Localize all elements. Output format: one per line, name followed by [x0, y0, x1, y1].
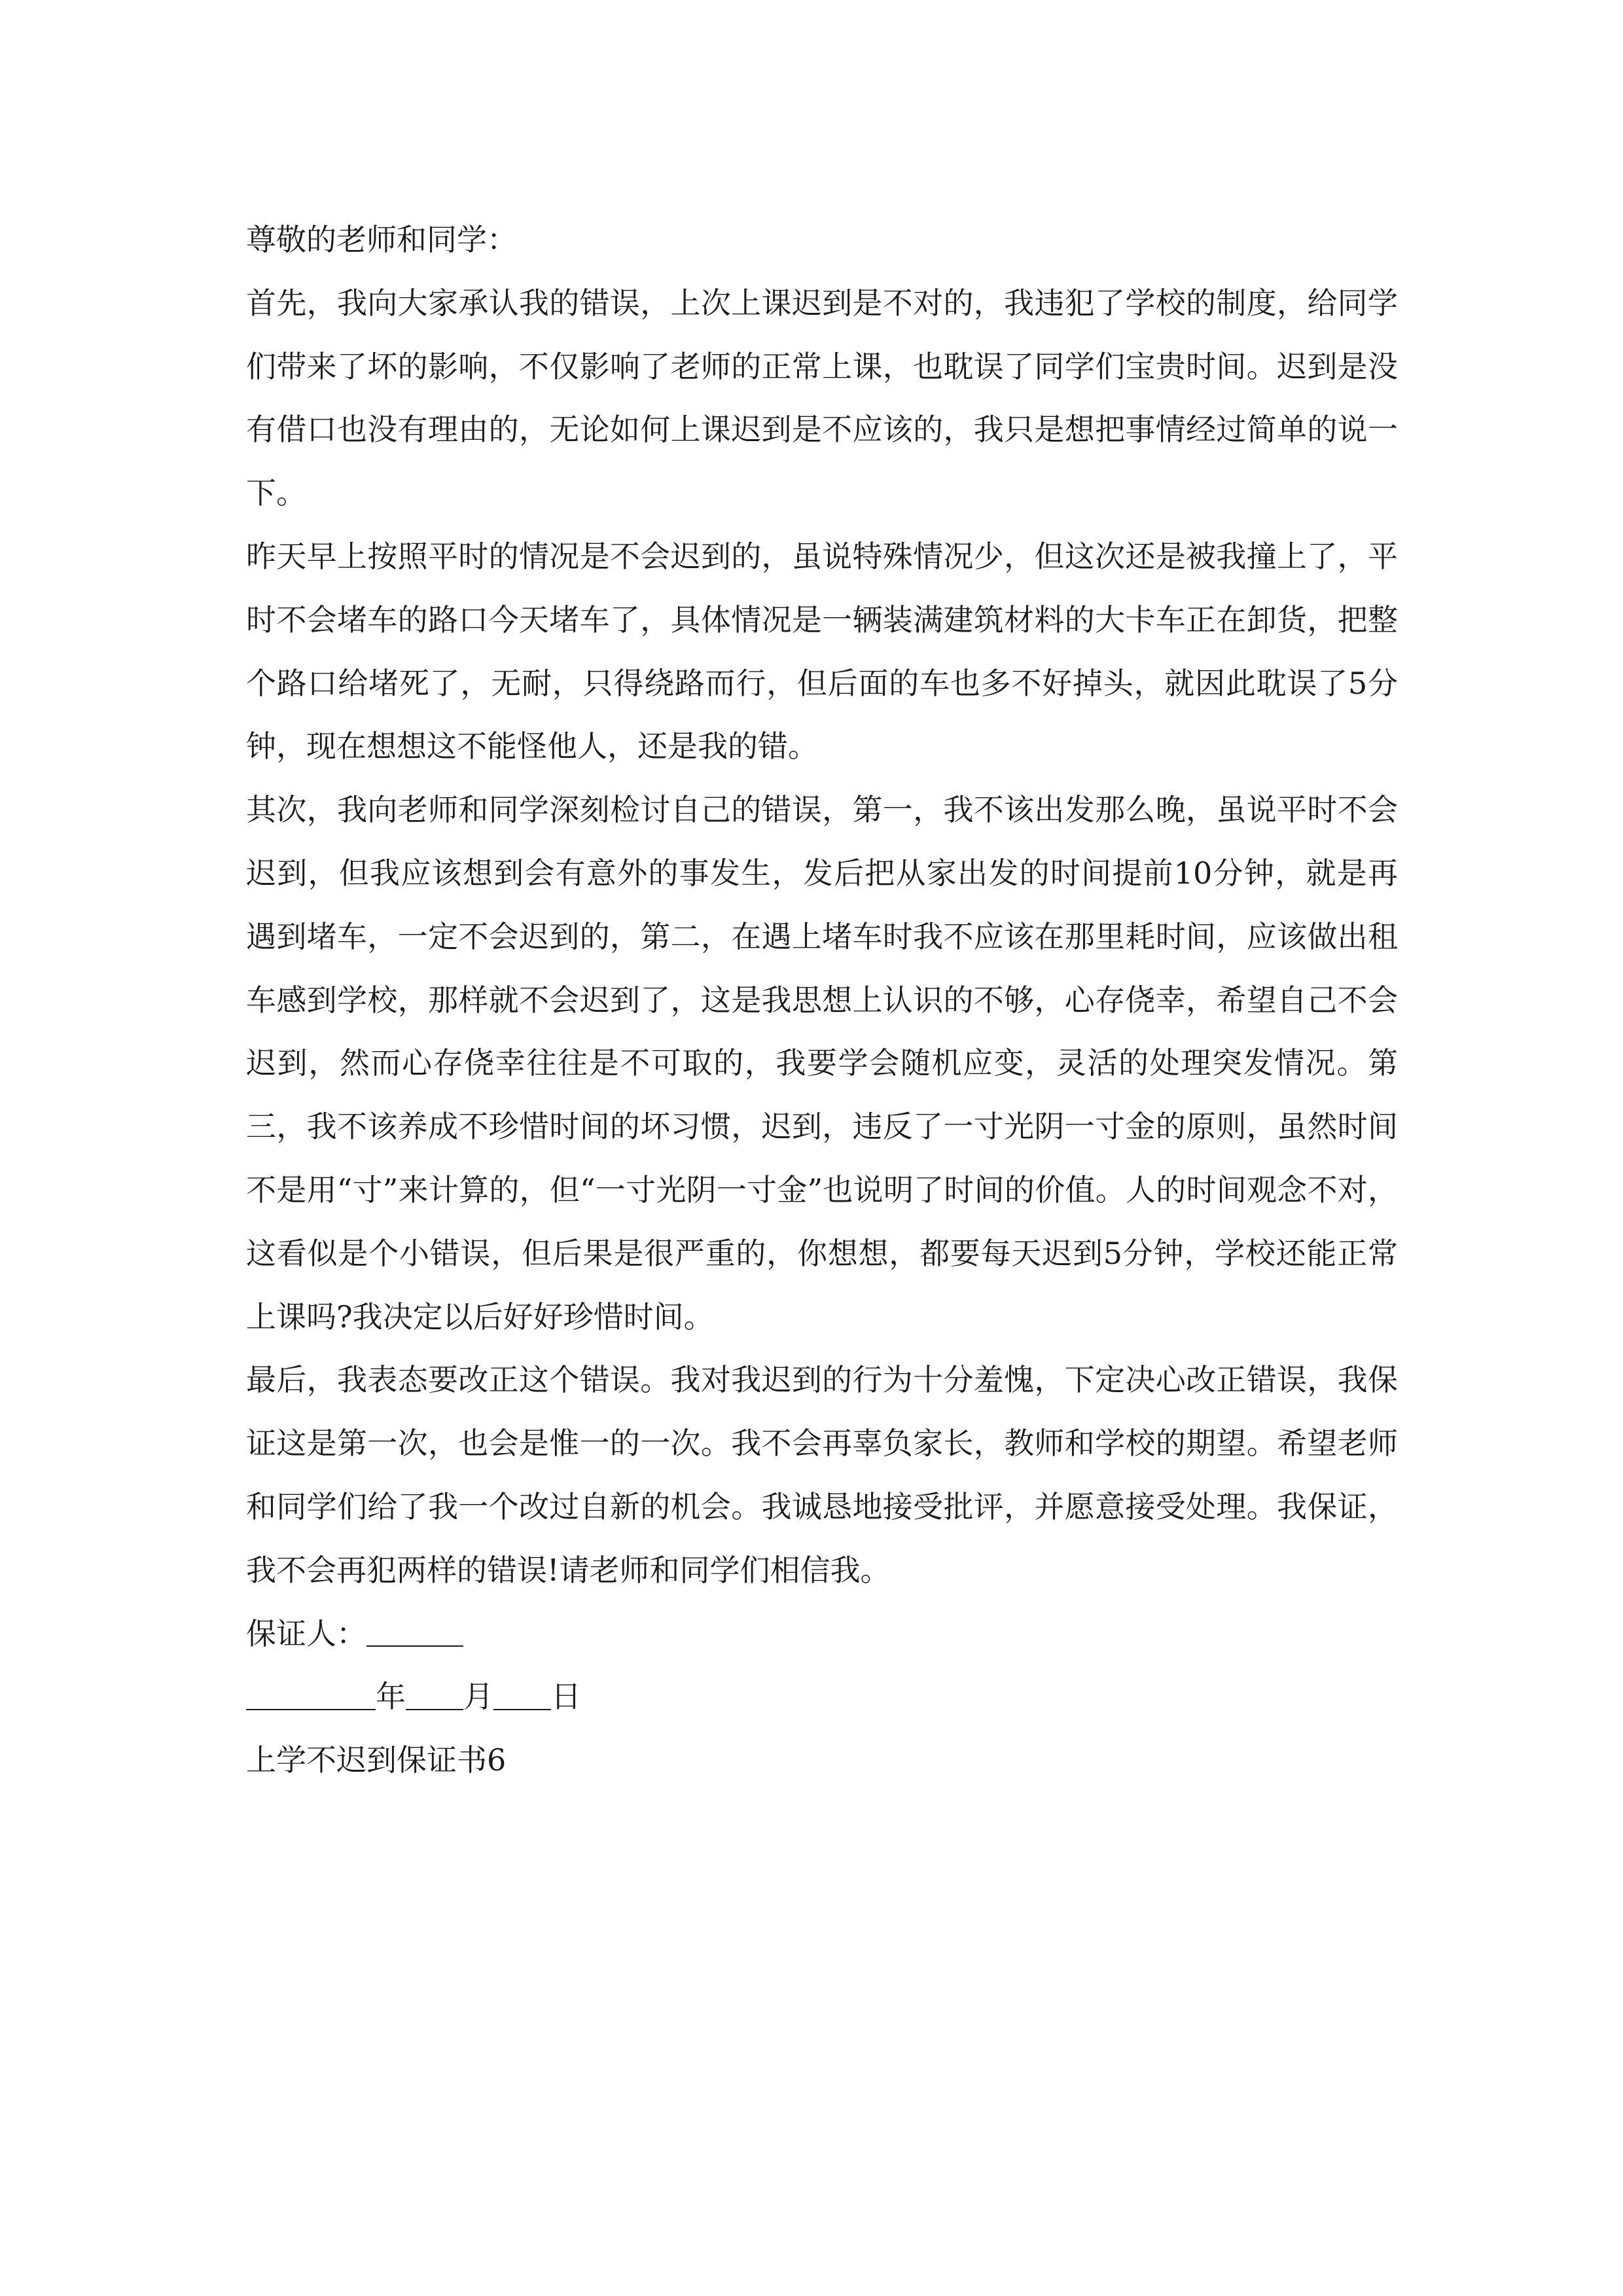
signature-blank: [366, 1615, 463, 1647]
year-label: 年: [376, 1679, 406, 1715]
signature-line: [246, 1602, 1398, 1666]
paragraph-apology: 首先，我向大家承认我的错误，上次上课迟到是不对的，我违犯了学校的制度，给同学们带来了坏的影响，不仅影响了老师的正常上课，也耽误了同学们宝贵时间。迟到是没有借口也没有理由的，无论如何上课迟到是不应该的，我只是想把事情经过简单的说一下。: [246, 285, 1398, 511]
document-body: [246, 208, 1398, 1792]
day-label: 日: [551, 1679, 581, 1715]
next-section-heading: 上学不迟到保证书6: [246, 1742, 507, 1778]
signature-label: 保证人：: [246, 1615, 366, 1651]
paragraph-commitment: 最后，我表态要改正这个错误。我对我迟到的行为十分羞愧，下定决心改正错误，我保证这是第一次，也会是惟一的一次。我不会再辜负家长，教师和学校的期望。希望老师和同学们给了我一个改过自新的机会。我诚恳地接受批评，并愿意接受处理。我保证，我不会再犯两样的错误!请老师和同学们相信我。: [246, 1362, 1398, 1588]
month-blank: [406, 1679, 463, 1710]
year-blank: [246, 1679, 376, 1710]
day-blank: [493, 1679, 551, 1710]
paragraph-explanation: 昨天早上按照平时的情况是不会迟到的，虽说特殊情况少，但这次还是被我撞上了，平时不会堵车的路口今天堵车了，具体情况是一辆装满建筑材料的大卡车正在卸货，把整个路口给堵死了，无耐，只得绕路而行，但后面的车也多不好掉头，就因此耽误了5分钟，现在想想这不能怪他人，还是我的错。: [246, 538, 1398, 764]
date-line: [246, 1665, 1398, 1729]
salutation: 尊敬的老师和同学：: [246, 222, 517, 257]
month-label: 月: [463, 1679, 493, 1715]
paragraph-reflection: 其次，我向老师和同学深刻检讨自己的错误，第一，我不该出发那么晚，虽说平时不会迟到，但我应该想到会有意外的事发生，发后把从家出发的时间提前10分钟，就是再遇到堵车，一定不会迟到的，第二，在遇上堵车时我不应该在那里耗时间，应该做出租车感到学校，那样就不会迟到了，这是我思想上认识的不够，心存侥幸，希望自己不会迟到，然而心存侥幸往往是不可取的，我要学会随机应变，灵活的处理突发情况。第三，我不该养成不珍惜时间的坏习惯，迟到，违反了一寸光阴一寸金的原则，虽然时间不是用“寸”来计算的，但“一寸光阴一寸金”也说明了时间的价值。人的时间观念不对，这看似是个小错误，但后果是很严重的，你想想，都要每天迟到5分钟，学校还能正常上课吗?我决定以后好好珍惜时间。: [246, 792, 1398, 1335]
